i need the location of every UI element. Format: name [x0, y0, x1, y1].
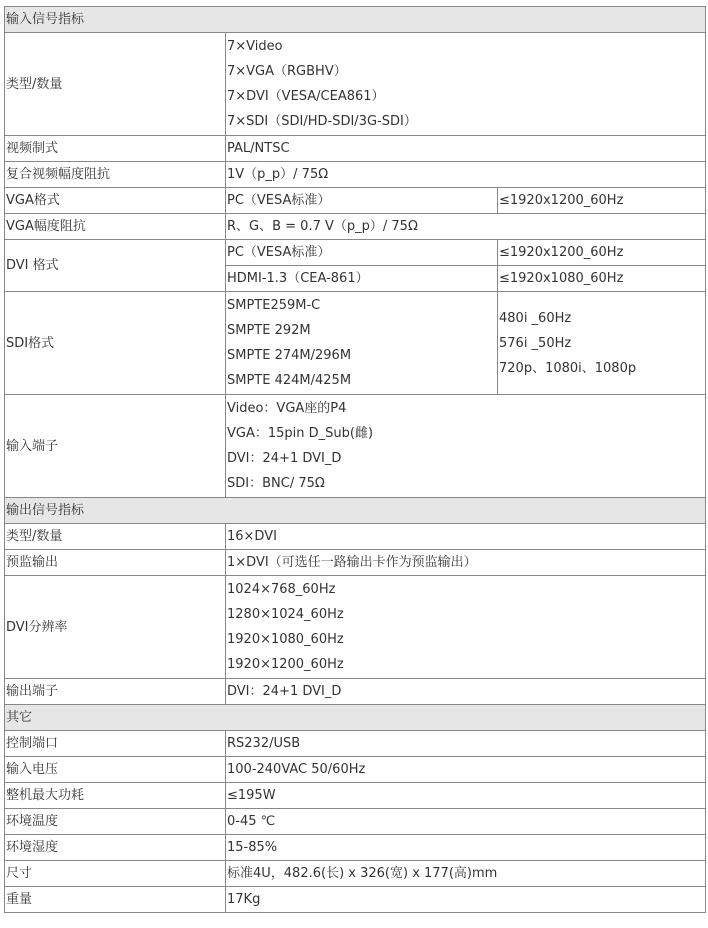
section-title: 其它	[5, 705, 706, 731]
value-line: 720p、1080i、1080p	[499, 360, 637, 376]
row-extra-multiline	[498, 292, 706, 395]
row-label: VGA幅度阻抗	[5, 214, 226, 240]
value-line: SMPTE 424M/425M	[227, 373, 352, 388]
row-value: PC（VESA标准）	[226, 240, 498, 266]
row-value: 100-240VAC 50/60Hz	[226, 757, 706, 783]
section-header-input	[5, 7, 706, 33]
table-row	[5, 136, 706, 162]
row-label: 视频制式	[5, 136, 226, 162]
table-row	[5, 524, 706, 550]
value-line: Video：VGA座的P4	[227, 401, 347, 416]
row-value: 15-85%	[226, 835, 706, 861]
table-row	[5, 292, 706, 395]
row-extra: ≤1920x1080_60Hz	[498, 266, 706, 292]
table-row	[5, 783, 706, 809]
table-row	[5, 757, 706, 783]
row-value: ≤195W	[226, 783, 706, 809]
row-label: 环境湿度	[5, 835, 226, 861]
value-line: DVI：24+1 DVI_D	[227, 451, 342, 466]
row-label: VGA格式	[5, 188, 226, 214]
spec-table	[4, 6, 706, 913]
table-row	[5, 576, 706, 679]
row-value: 16×DVI	[226, 524, 706, 550]
row-value-multiline	[226, 576, 706, 679]
value-line: SDI：BNC/ 75Ω	[227, 476, 325, 491]
row-value: 17Kg	[226, 887, 706, 913]
value-line: 480i _60Hz	[499, 310, 572, 326]
value-line: 1280×1024_60Hz	[227, 607, 344, 622]
value-line: SMPTE 274M/296M	[227, 348, 352, 363]
value-line: 7×Video	[227, 39, 283, 54]
row-extra: ≤1920x1200_60Hz	[498, 188, 706, 214]
value-line: VGA：15pin D_Sub(雌)	[227, 426, 374, 441]
value-line: 1920×1080_60Hz	[227, 632, 344, 647]
value-line: SMPTE 292M	[227, 323, 311, 338]
table-row	[5, 395, 706, 498]
value-line: 1024×768_60Hz	[227, 582, 336, 597]
table-row	[5, 240, 706, 266]
table-row	[5, 679, 706, 705]
row-value-multiline	[226, 292, 498, 395]
row-value: 标准4U，482.6(长) x 326(宽) x 177(高)mm	[226, 861, 706, 887]
row-label: 尺寸	[5, 861, 226, 887]
table-row	[5, 162, 706, 188]
row-value: 1×DVI（可选任一路输出卡作为预监输出）	[226, 550, 706, 576]
value-line: 7×VGA（RGBHV）	[227, 64, 347, 79]
row-label: 输入电压	[5, 757, 226, 783]
row-label: 输出端子	[5, 679, 226, 705]
table-row	[5, 887, 706, 913]
row-label: 预监输出	[5, 550, 226, 576]
table-row	[5, 33, 706, 136]
table-row	[5, 550, 706, 576]
row-value: R、G、B = 0.7 V（p_p）/ 75Ω	[226, 214, 706, 240]
value-line: 576i _50Hz	[499, 335, 572, 351]
table-row	[5, 731, 706, 757]
row-label: SDI格式	[5, 292, 226, 395]
row-label: 输入端子	[5, 395, 226, 498]
section-header-output	[5, 498, 706, 524]
row-label: 整机最大功耗	[5, 783, 226, 809]
value-line: 7×DVI（VESA/CEA861）	[227, 89, 385, 104]
row-value: 0-45 ℃	[226, 809, 706, 835]
row-value: HDMI-1.3（CEA-861）	[226, 266, 498, 292]
table-row	[5, 835, 706, 861]
row-label: DVI分辨率	[5, 576, 226, 679]
row-value: PAL/NTSC	[226, 136, 706, 162]
row-label: 类型/数量	[5, 524, 226, 550]
table-row	[5, 861, 706, 887]
value-line: 7×SDI（SDI/HD-SDI/3G-SDI）	[227, 114, 417, 129]
row-value-multiline	[226, 33, 706, 136]
row-value: 1V（p_p）/ 75Ω	[226, 162, 706, 188]
value-line: SMPTE259M-C	[227, 298, 321, 313]
table-row	[5, 188, 706, 214]
table-row	[5, 214, 706, 240]
section-header-other	[5, 705, 706, 731]
row-label: DVI 格式	[5, 240, 226, 292]
row-value-multiline	[226, 395, 706, 498]
value-line: 1920×1200_60Hz	[227, 657, 344, 672]
section-title: 输出信号指标	[5, 498, 706, 524]
row-label: 类型/数量	[5, 33, 226, 136]
row-extra: ≤1920x1200_60Hz	[498, 240, 706, 266]
table-row	[5, 809, 706, 835]
row-label: 重量	[5, 887, 226, 913]
row-value: RS232/USB	[226, 731, 706, 757]
row-label: 控制端口	[5, 731, 226, 757]
row-label: 复合视频幅度阻抗	[5, 162, 226, 188]
section-title: 输入信号指标	[5, 7, 706, 33]
row-label: 环境温度	[5, 809, 226, 835]
row-value: DVI：24+1 DVI_D	[226, 679, 706, 705]
row-value: PC（VESA标准）	[226, 188, 498, 214]
